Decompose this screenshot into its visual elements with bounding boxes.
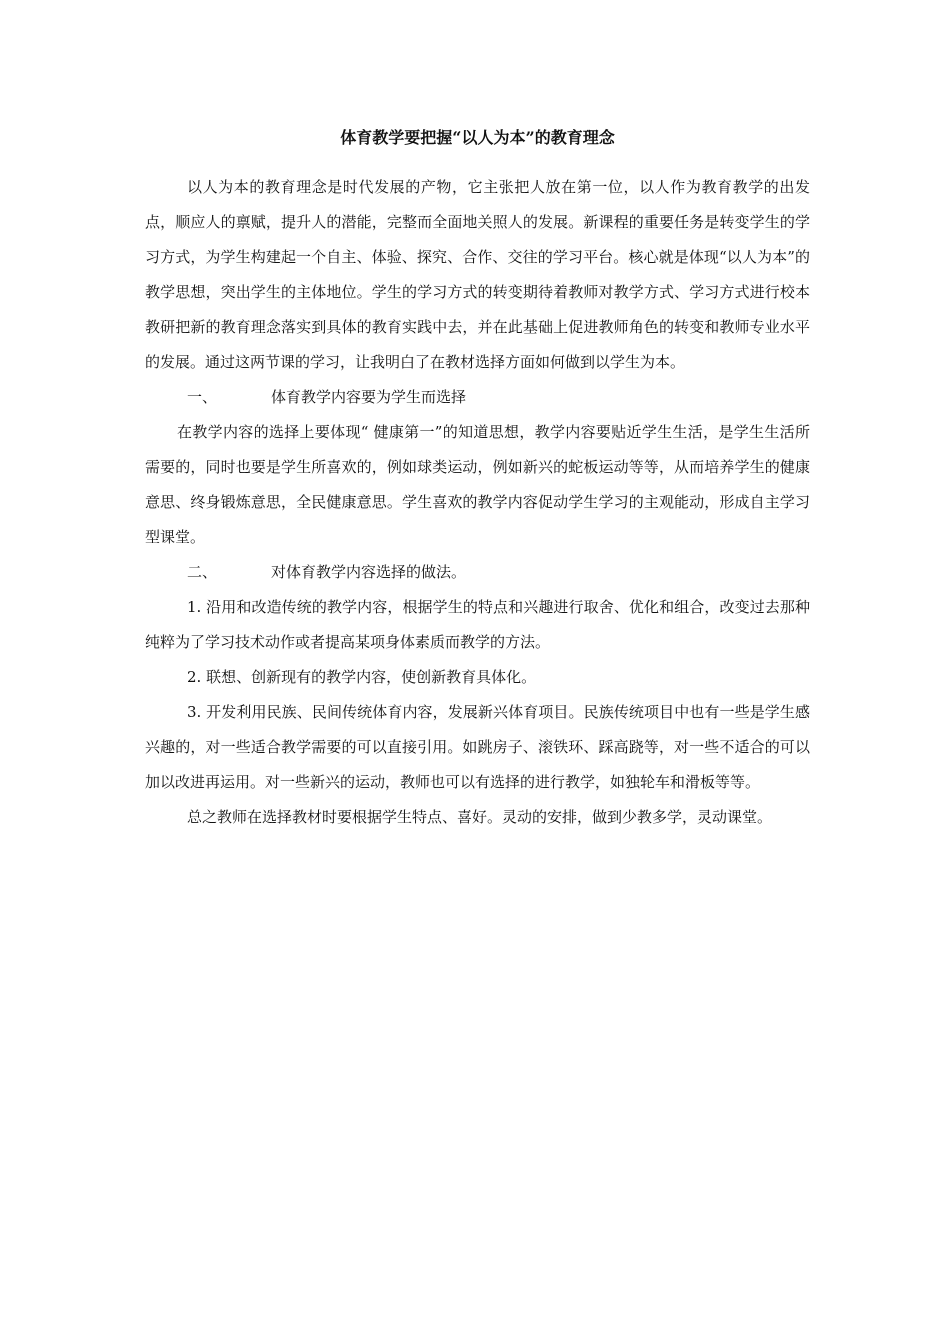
list-item: 2. 联想、创新现有的教学内容，使创新教育具体化。 [187,668,537,686]
section-2-heading [145,555,810,590]
section-2-number: 二、 [187,563,218,581]
section-1-title: 体育教学内容要为学生而选择 [271,388,467,406]
list-item: 3. 开发利用民族、民间传统体育内容，发展新兴体育项目。民族传统项目中也有一些是学生感兴趣的，对一些适合教学需要的可以直接引用。如跳房子、滚铁环、踩高跷等，对一些不适合的可以加以改进再运用。对一些新兴的运动，教师也可以有选择的进行教学，如独轮车和滑板等等。 [145,703,810,791]
conclusion-paragraph: 总之教师在选择教材时要根据学生特点、喜好。灵动的安排，做到少教多学，灵动课堂。 [187,808,773,826]
section-1-heading [145,380,810,415]
section-1-paragraph: 在教学内容的选择上要体现“ 健康第一”的知道思想，教学内容要贴近学生生活，是学生生活所需要的，同时也要是学生所喜欢的，例如球类运动，例如新兴的蛇板运动等等，从而培养学生的健康意思、终身锻炼意思，全民健康意思。学生喜欢的教学内容促动学生学习的主观能动，形成自主学习型课堂。 [145,423,810,546]
intro-paragraph: 以人为本的教育理念是时代发展的产物，它主张把人放在第一位，以人作为教育教学的出发点，顺应人的禀赋，提升人的潜能，完整而全面地关照人的发展。新课程的重要任务是转变学生的学习方式，为学生构建起一个自主、体验、探究、合作、交往的学习平台。核心就是体现“以人为本”的教学思想，突出学生的主体地位。学生的学习方式的转变期待着教师对教学方式、学习方式进行校本教研把新的教育理念落实到具体的教育实践中去，并在此基础上促进教师角色的转变和教师专业水平的发展。通过这两节课的学习，让我明白了在教材选择方面如何做到以学生为本。 [145,178,810,371]
list-item: 1. 沿用和改造传统的教学内容，根据学生的特点和兴趣进行取舍、优化和组合，改变过去那种纯粹为了学习技术动作或者提高某项身体素质而教学的方法。 [145,598,810,651]
section-2-title: 对体育教学内容选择的做法。 [271,563,467,581]
document-title: 体育教学要把握“以人为本”的教育理念 [340,128,615,147]
document-content [145,126,810,835]
section-1-number: 一、 [187,388,218,406]
